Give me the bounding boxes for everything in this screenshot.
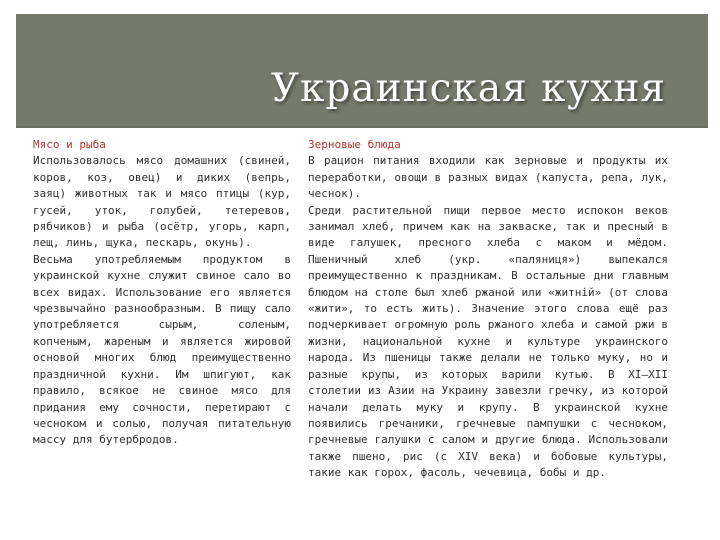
meat-fish-paragraph-1: Использовалось мясо домашних (свиней, коров, коз, овец) и диких (вепрь, заяц) животных так и мясо птицы (кур, гусей, уток, голубей, тетеревов, рябчиков) и рыба (осётр, угорь, карп, лещ, линь, щука, пескарь, окунь). <box>33 154 291 250</box>
meat-fish-column <box>33 137 291 449</box>
title-banner <box>16 14 708 128</box>
grain-dishes-column <box>308 137 668 482</box>
grain-dishes-paragraph-1: В рацион питания входили как зерновые и продукты их переработки, овощи в разных видах (капуста, репа, лук, чеснок). <box>308 154 668 201</box>
slide-title: Украинская кухня <box>270 66 666 111</box>
meat-fish-heading: Мясо и рыба <box>33 138 106 151</box>
grain-dishes-paragraph-2: Среди растительной пищи первое место испокон веков занимал хлеб, причем как на закваске, так и пресный в виде галушек, пресного хлеба с маком и мёдом. Пшеничный хлеб (укр. «паляниця») выпекался преимущественно к праздникам. В остальные дни главным блюдом на столе был хлеб ржаной или «житній» (от слова «жити», то есть жить). Значение этого слова ещё раз подчеркивает огромную роль ржаного хлеба и самой ржи в жизни, национальной кухне и культуре украинского народа. Из пшеницы также делали не только муку, но и разные крупы, из которых варили кутью. В XI—XII столетии из Азии на Украину завезли гречку, из которой начали делать муку и крупу. В украинской кухне появились гречаники, гречневые пампушки с чесноком, гречневые галушки с салом и другие блюда. Использовали также пшено, рис (с XIV века) и бобовые культуры, такие как горох, фасоль, чечевица, бобы и др. <box>308 203 668 480</box>
grain-dishes-heading: Зерновые блюда <box>308 138 401 151</box>
meat-fish-paragraph-2: Весьма употребляемым продуктом в украинской кухне служит свиное сало во всех видах. Использование его является чрезвычайно разнообразным. В пищу сало употребляется сырым, соленым, копченым, жареным и является жировой основой многих блюд преимущественно праздничной кухни. Им шпигуют, как правило, всякое не свиное мясо для придания ему сочности, перетирают с чесноком и солью, получая питательную массу для бутербродов. <box>33 252 291 447</box>
